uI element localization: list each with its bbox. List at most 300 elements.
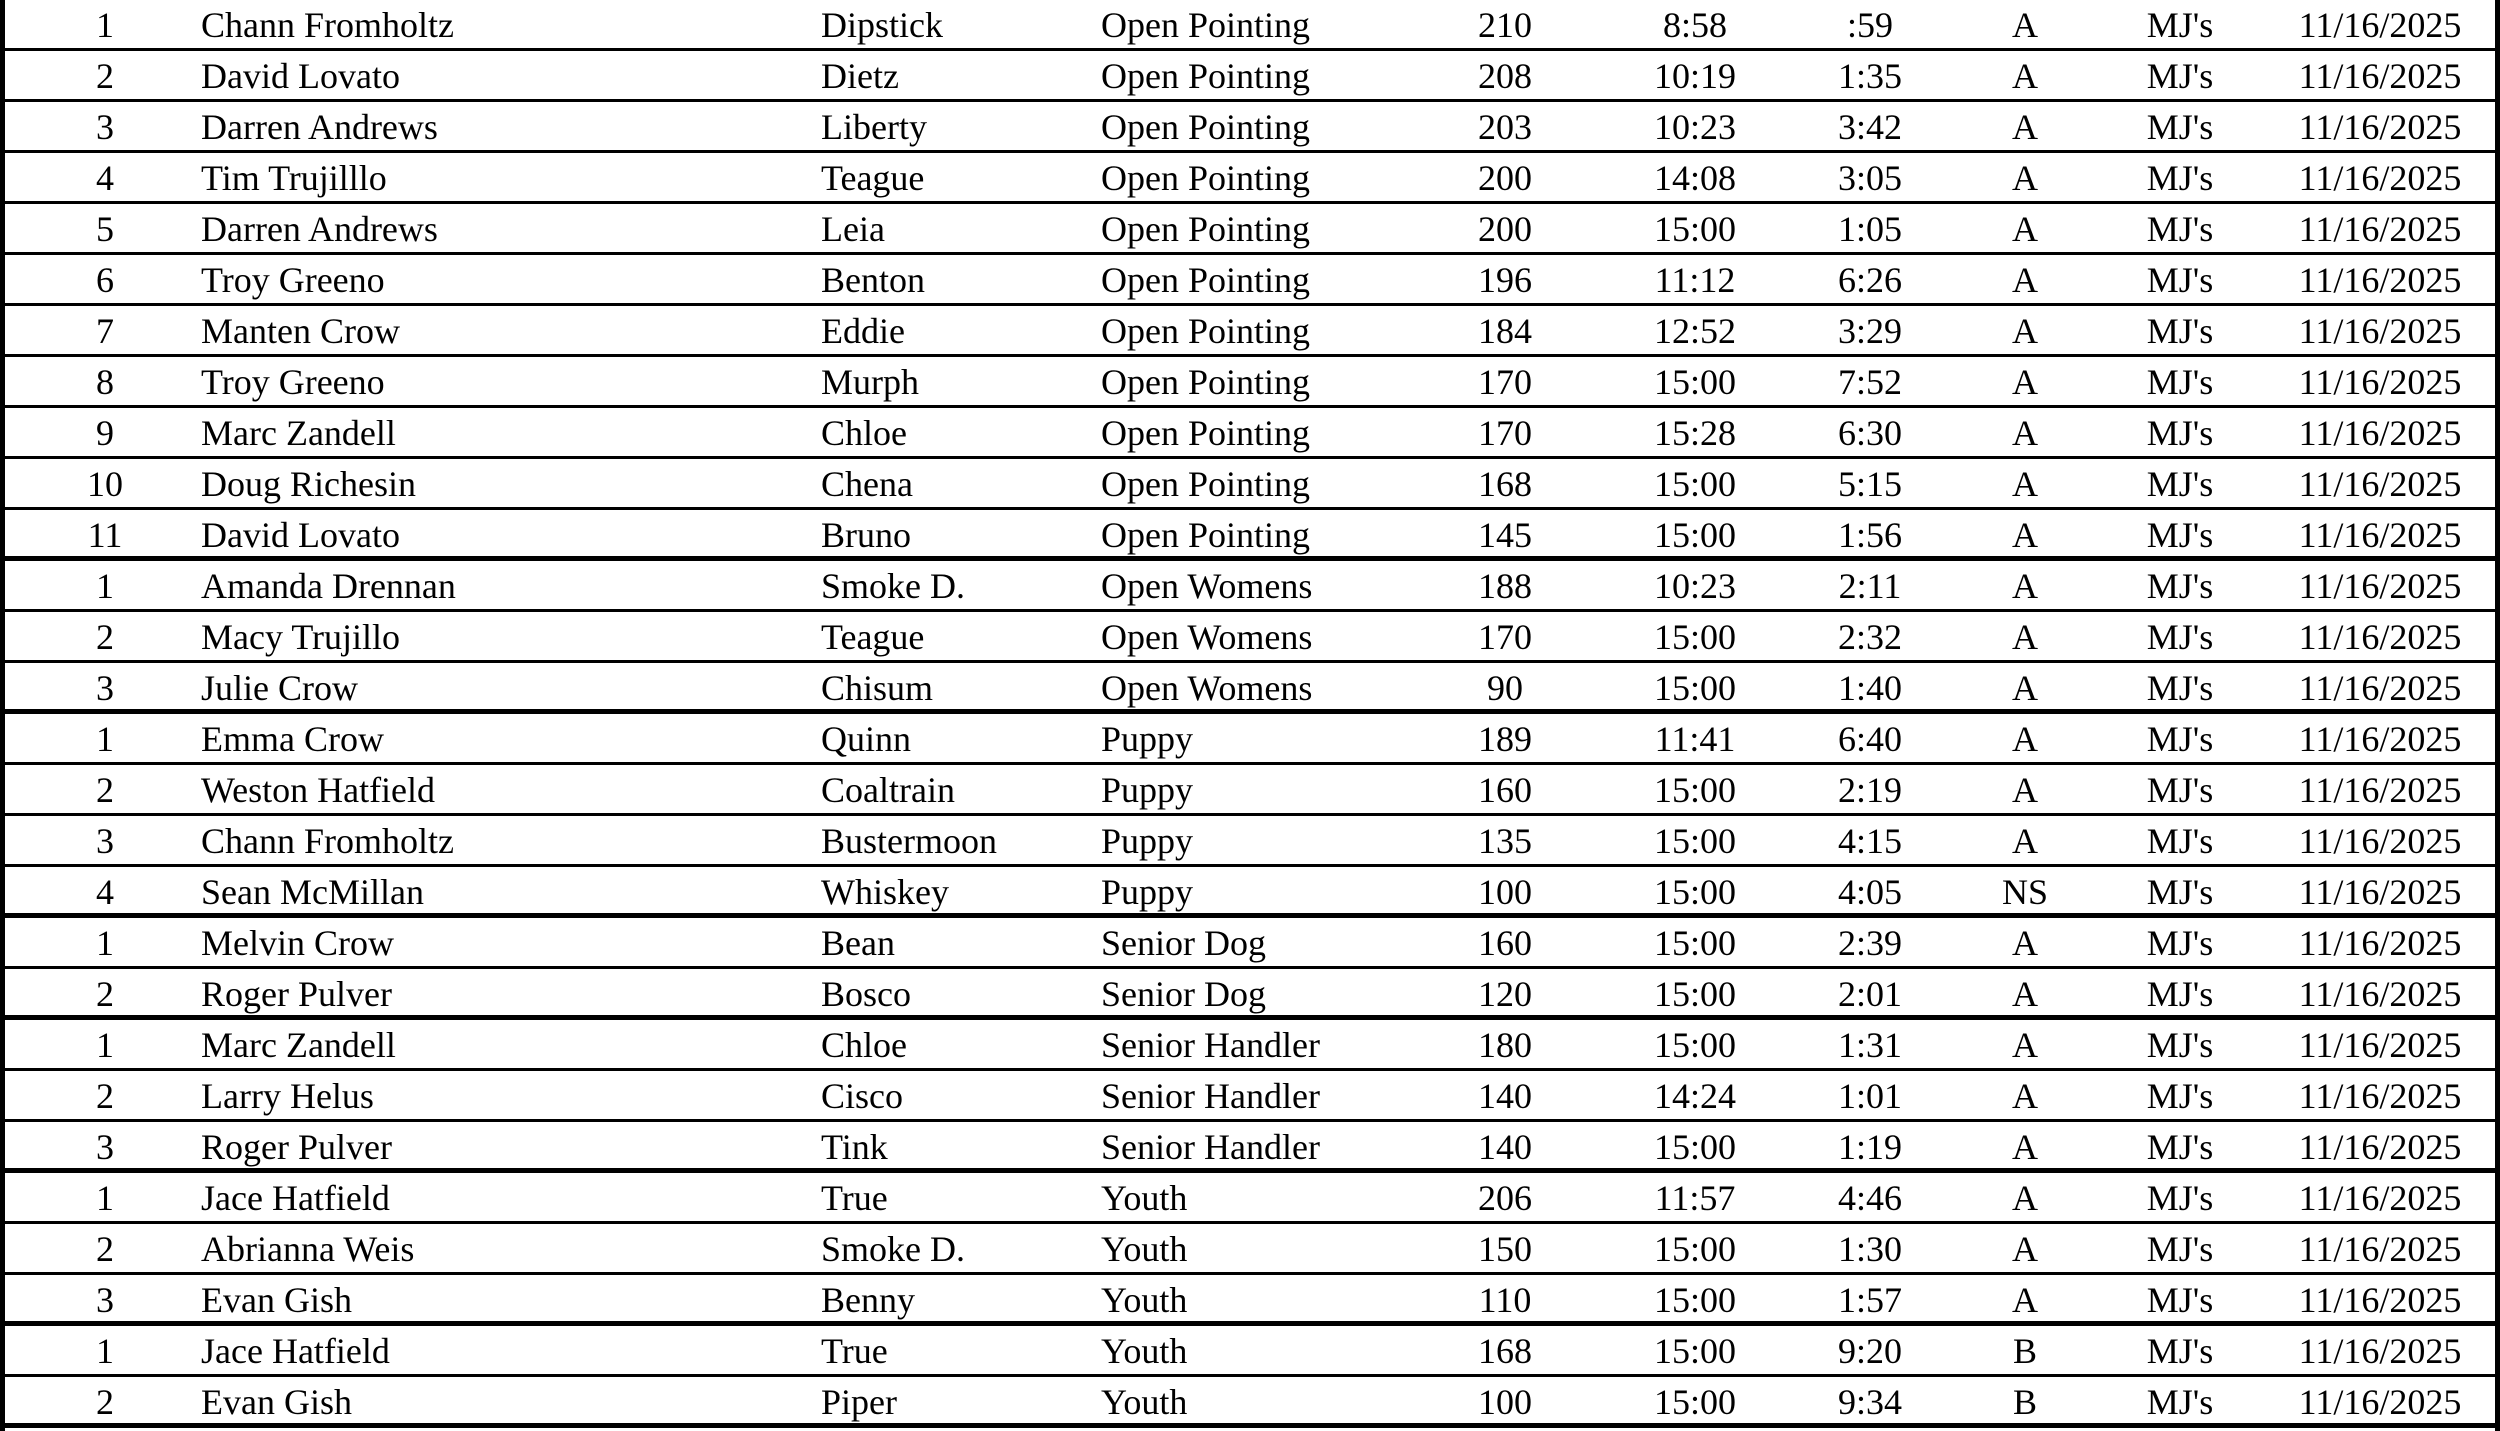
division-cell: A xyxy=(2012,56,2038,96)
table-row xyxy=(5,255,2495,306)
date-cell: 11/16/2025 xyxy=(2298,566,2462,606)
time-cell: 15:00 xyxy=(1653,1382,1736,1422)
score-cell: 145 xyxy=(1478,515,1532,555)
table-row xyxy=(5,1173,2495,1224)
venue-cell: MJ's xyxy=(2146,1229,2214,1269)
table-row xyxy=(5,1122,2495,1173)
time-cell: 15:00 xyxy=(1653,1280,1736,1320)
date-cell: 11/16/2025 xyxy=(2298,5,2462,45)
time-cell: 15:00 xyxy=(1653,464,1736,504)
time-cell: 15:00 xyxy=(1653,821,1736,861)
time-cell: 15:00 xyxy=(1653,872,1736,912)
handler-name-cell: Emma Crow xyxy=(201,719,384,759)
dog-name-cell: Smoke D. xyxy=(821,1229,965,1269)
dog-name-cell: True xyxy=(821,1178,888,1218)
venue-cell: MJ's xyxy=(2146,821,2214,861)
time-cell: 15:00 xyxy=(1653,770,1736,810)
score-cell: 168 xyxy=(1478,464,1532,504)
time-cell: 15:00 xyxy=(1653,1229,1736,1269)
table-row xyxy=(5,1020,2495,1071)
place-cell: 3 xyxy=(96,821,114,861)
place-cell: 1 xyxy=(96,719,114,759)
class-cell: Open Pointing xyxy=(1101,158,1311,198)
time-cell: 11:57 xyxy=(1654,1178,1736,1218)
split-time-cell: 1:56 xyxy=(1837,515,1902,555)
table-row xyxy=(5,357,2495,408)
date-cell: 11/16/2025 xyxy=(2298,1229,2462,1269)
score-cell: 203 xyxy=(1478,107,1532,147)
date-cell: 11/16/2025 xyxy=(2298,1331,2462,1371)
class-cell: Open Pointing xyxy=(1101,464,1311,504)
handler-name-cell: Sean McMillan xyxy=(201,872,424,912)
table-row xyxy=(5,663,2495,714)
dog-name-cell: Chena xyxy=(821,464,913,504)
score-cell: 120 xyxy=(1478,974,1532,1014)
division-cell: A xyxy=(2012,668,2038,708)
dog-name-cell: Cisco xyxy=(821,1076,904,1116)
division-cell: A xyxy=(2012,923,2038,963)
venue-cell: MJ's xyxy=(2146,311,2214,351)
handler-name-cell: Weston Hatfield xyxy=(201,770,436,810)
dog-name-cell: Coaltrain xyxy=(821,770,955,810)
handler-name-cell: Roger Pulver xyxy=(201,1127,392,1167)
division-cell: A xyxy=(2012,107,2038,147)
table-row xyxy=(5,816,2495,867)
division-cell: A xyxy=(2012,1025,2038,1065)
table-row xyxy=(5,153,2495,204)
dog-name-cell: Liberty xyxy=(821,107,927,147)
class-cell: Youth xyxy=(1101,1331,1188,1371)
place-cell: 2 xyxy=(96,617,114,657)
division-cell: NS xyxy=(2001,872,2049,912)
place-cell: 1 xyxy=(96,923,114,963)
table-row xyxy=(5,459,2495,510)
split-time-cell: :59 xyxy=(1846,5,1893,45)
score-cell: 140 xyxy=(1478,1076,1532,1116)
score-cell: 180 xyxy=(1478,1025,1532,1065)
division-cell: A xyxy=(2012,311,2038,351)
score-cell: 189 xyxy=(1478,719,1532,759)
dog-name-cell: Tink xyxy=(821,1127,888,1167)
venue-cell: MJ's xyxy=(2146,617,2214,657)
place-cell: 2 xyxy=(96,56,114,96)
score-cell: 188 xyxy=(1478,566,1532,606)
table-row xyxy=(5,918,2495,969)
place-cell: 3 xyxy=(96,1280,114,1320)
venue-cell: MJ's xyxy=(2146,1331,2214,1371)
score-cell: 110 xyxy=(1478,1280,1532,1320)
split-time-cell: 5:15 xyxy=(1837,464,1902,504)
time-cell: 15:28 xyxy=(1653,413,1736,453)
score-cell: 160 xyxy=(1478,923,1532,963)
place-cell: 2 xyxy=(96,1382,114,1422)
class-cell: Open Pointing xyxy=(1101,107,1311,147)
class-cell: Open Pointing xyxy=(1101,311,1311,351)
division-cell: A xyxy=(2012,1076,2038,1116)
score-cell: 90 xyxy=(1487,668,1523,708)
dog-name-cell: Leia xyxy=(821,209,885,249)
score-cell: 200 xyxy=(1478,158,1532,198)
place-cell: 1 xyxy=(96,5,114,45)
table-row xyxy=(5,1275,2495,1326)
class-cell: Open Pointing xyxy=(1101,515,1311,555)
time-cell: 15:00 xyxy=(1653,1127,1736,1167)
date-cell: 11/16/2025 xyxy=(2298,107,2462,147)
handler-name-cell: Roger Pulver xyxy=(201,974,392,1014)
place-cell: 1 xyxy=(96,1331,114,1371)
place-cell: 2 xyxy=(96,770,114,810)
score-cell: 170 xyxy=(1478,362,1532,402)
score-cell: 208 xyxy=(1478,56,1532,96)
place-cell: 1 xyxy=(96,1178,114,1218)
score-cell: 150 xyxy=(1478,1229,1532,1269)
time-cell: 15:00 xyxy=(1653,515,1736,555)
date-cell: 11/16/2025 xyxy=(2298,1025,2462,1065)
venue-cell: MJ's xyxy=(2146,464,2214,504)
place-cell: 10 xyxy=(87,464,123,504)
division-cell: A xyxy=(2012,770,2038,810)
table-row xyxy=(5,612,2495,663)
handler-name-cell: Evan Gish xyxy=(201,1382,352,1422)
dog-name-cell: Smoke D. xyxy=(821,566,965,606)
dog-name-cell: Benton xyxy=(821,260,925,300)
class-cell: Youth xyxy=(1101,1229,1188,1269)
split-time-cell: 2:32 xyxy=(1837,617,1902,657)
venue-cell: MJ's xyxy=(2146,413,2214,453)
split-time-cell: 1:57 xyxy=(1837,1280,1902,1320)
time-cell: 15:00 xyxy=(1653,362,1736,402)
dog-name-cell: Bean xyxy=(821,923,895,963)
venue-cell: MJ's xyxy=(2146,566,2214,606)
handler-name-cell: Jace Hatfield xyxy=(201,1178,390,1218)
handler-name-cell: Doug Richesin xyxy=(201,464,416,504)
handler-name-cell: David Lovato xyxy=(201,56,400,96)
class-cell: Youth xyxy=(1101,1280,1188,1320)
class-cell: Open Pointing xyxy=(1101,5,1311,45)
division-cell: A xyxy=(2012,1280,2038,1320)
table-row xyxy=(5,0,2495,51)
date-cell: 11/16/2025 xyxy=(2298,515,2462,555)
venue-cell: MJ's xyxy=(2146,923,2214,963)
table-row xyxy=(5,1224,2495,1275)
score-cell: 168 xyxy=(1478,1331,1532,1371)
time-cell: 15:00 xyxy=(1653,668,1736,708)
table-row xyxy=(5,408,2495,459)
score-cell: 210 xyxy=(1478,5,1532,45)
dog-name-cell: Teague xyxy=(821,158,925,198)
class-cell: Senior Handler xyxy=(1101,1076,1320,1116)
handler-name-cell: David Lovato xyxy=(201,515,400,555)
venue-cell: MJ's xyxy=(2146,668,2214,708)
time-cell: 15:00 xyxy=(1653,974,1736,1014)
class-cell: Puppy xyxy=(1101,770,1194,810)
place-cell: 11 xyxy=(87,515,123,555)
score-cell: 184 xyxy=(1478,311,1532,351)
division-cell: A xyxy=(2012,209,2038,249)
group-divider xyxy=(5,1423,2495,1428)
split-time-cell: 6:30 xyxy=(1837,413,1902,453)
table-row xyxy=(5,51,2495,102)
split-time-cell: 1:31 xyxy=(1837,1025,1902,1065)
division-cell: B xyxy=(2012,1382,2037,1422)
handler-name-cell: Larry Helus xyxy=(201,1076,374,1116)
venue-cell: MJ's xyxy=(2146,515,2214,555)
place-cell: 3 xyxy=(96,107,114,147)
dog-name-cell: Chisum xyxy=(821,668,934,708)
division-cell: A xyxy=(2012,260,2038,300)
time-cell: 12:52 xyxy=(1653,311,1736,351)
handler-name-cell: Troy Greeno xyxy=(201,362,385,402)
venue-cell: MJ's xyxy=(2146,158,2214,198)
division-cell: A xyxy=(2012,1127,2038,1167)
table-row xyxy=(5,510,2495,561)
handler-name-cell: Julie Crow xyxy=(201,668,358,708)
split-time-cell: 1:05 xyxy=(1837,209,1902,249)
split-time-cell: 9:34 xyxy=(1837,1382,1902,1422)
place-cell: 4 xyxy=(96,158,114,198)
table-row xyxy=(5,867,2495,918)
dog-name-cell: Dietz xyxy=(821,56,899,96)
date-cell: 11/16/2025 xyxy=(2298,56,2462,96)
table-row xyxy=(5,1377,2495,1428)
place-cell: 7 xyxy=(96,311,114,351)
place-cell: 6 xyxy=(96,260,114,300)
dog-name-cell: Piper xyxy=(821,1382,897,1422)
dog-name-cell: Chloe xyxy=(821,413,907,453)
venue-cell: MJ's xyxy=(2146,872,2214,912)
date-cell: 11/16/2025 xyxy=(2298,821,2462,861)
date-cell: 11/16/2025 xyxy=(2298,1127,2462,1167)
class-cell: Open Pointing xyxy=(1101,260,1311,300)
division-cell: A xyxy=(2012,413,2038,453)
split-time-cell: 1:19 xyxy=(1837,1127,1902,1167)
date-cell: 11/16/2025 xyxy=(2298,158,2462,198)
date-cell: 11/16/2025 xyxy=(2298,1178,2462,1218)
place-cell: 1 xyxy=(96,566,114,606)
time-cell: 11:41 xyxy=(1654,719,1736,759)
split-time-cell: 2:39 xyxy=(1837,923,1902,963)
venue-cell: MJ's xyxy=(2146,5,2214,45)
division-cell: A xyxy=(2012,362,2038,402)
place-cell: 4 xyxy=(96,872,114,912)
class-cell: Open Pointing xyxy=(1101,56,1311,96)
date-cell: 11/16/2025 xyxy=(2298,1382,2462,1422)
dog-name-cell: Whiskey xyxy=(821,872,949,912)
score-cell: 200 xyxy=(1478,209,1532,249)
date-cell: 11/16/2025 xyxy=(2298,617,2462,657)
division-cell: A xyxy=(2012,5,2038,45)
table-row xyxy=(5,969,2495,1020)
date-cell: 11/16/2025 xyxy=(2298,209,2462,249)
date-cell: 11/16/2025 xyxy=(2298,1076,2462,1116)
score-cell: 170 xyxy=(1478,617,1532,657)
table-row xyxy=(5,204,2495,255)
split-time-cell: 6:40 xyxy=(1837,719,1902,759)
handler-name-cell: Marc Zandell xyxy=(201,413,396,453)
venue-cell: MJ's xyxy=(2146,719,2214,759)
date-cell: 11/16/2025 xyxy=(2298,974,2462,1014)
division-cell: A xyxy=(2012,1178,2038,1218)
venue-cell: MJ's xyxy=(2146,1127,2214,1167)
class-cell: Open Pointing xyxy=(1101,209,1311,249)
date-cell: 11/16/2025 xyxy=(2298,719,2462,759)
venue-cell: MJ's xyxy=(2146,260,2214,300)
dog-name-cell: True xyxy=(821,1331,888,1371)
dog-name-cell: Chloe xyxy=(821,1025,907,1065)
class-cell: Open Womens xyxy=(1101,617,1313,657)
table-row xyxy=(5,561,2495,612)
class-cell: Youth xyxy=(1101,1178,1188,1218)
date-cell: 11/16/2025 xyxy=(2298,1280,2462,1320)
dog-name-cell: Bosco xyxy=(821,974,911,1014)
score-cell: 170 xyxy=(1478,413,1532,453)
dog-name-cell: Teague xyxy=(821,617,925,657)
class-cell: Senior Dog xyxy=(1101,923,1266,963)
division-cell: A xyxy=(2012,1229,2038,1269)
class-cell: Puppy xyxy=(1101,719,1194,759)
score-cell: 196 xyxy=(1478,260,1532,300)
score-cell: 206 xyxy=(1478,1178,1532,1218)
division-cell: B xyxy=(2012,1331,2037,1371)
split-time-cell: 3:29 xyxy=(1837,311,1902,351)
place-cell: 5 xyxy=(96,209,114,249)
class-cell: Open Womens xyxy=(1101,668,1313,708)
venue-cell: MJ's xyxy=(2146,974,2214,1014)
handler-name-cell: Chann Fromholtz xyxy=(201,5,454,45)
dog-name-cell: Benny xyxy=(821,1280,915,1320)
score-cell: 100 xyxy=(1478,872,1532,912)
venue-cell: MJ's xyxy=(2146,107,2214,147)
split-time-cell: 2:01 xyxy=(1837,974,1902,1014)
date-cell: 11/16/2025 xyxy=(2298,923,2462,963)
handler-name-cell: Macy Trujillo xyxy=(201,617,401,657)
dog-name-cell: Eddie xyxy=(821,311,905,351)
venue-cell: MJ's xyxy=(2146,1280,2214,1320)
venue-cell: MJ's xyxy=(2146,1076,2214,1116)
dog-name-cell: Bustermoon xyxy=(821,821,997,861)
table-row xyxy=(5,306,2495,357)
venue-cell: MJ's xyxy=(2146,362,2214,402)
division-cell: A xyxy=(2012,566,2038,606)
table-row xyxy=(5,714,2495,765)
class-cell: Puppy xyxy=(1101,872,1194,912)
venue-cell: MJ's xyxy=(2146,1382,2214,1422)
split-time-cell: 4:46 xyxy=(1837,1178,1902,1218)
handler-name-cell: Tim Trujilllo xyxy=(201,158,387,198)
handler-name-cell: Amanda Drennan xyxy=(201,566,456,606)
place-cell: 1 xyxy=(96,1025,114,1065)
split-time-cell: 4:15 xyxy=(1837,821,1902,861)
venue-cell: MJ's xyxy=(2146,56,2214,96)
venue-cell: MJ's xyxy=(2146,209,2214,249)
handler-name-cell: Jace Hatfield xyxy=(201,1331,390,1371)
class-cell: Puppy xyxy=(1101,821,1194,861)
date-cell: 11/16/2025 xyxy=(2298,260,2462,300)
time-cell: 15:00 xyxy=(1653,209,1736,249)
class-cell: Senior Handler xyxy=(1101,1025,1320,1065)
handler-name-cell: Abrianna Weis xyxy=(201,1229,415,1269)
venue-cell: MJ's xyxy=(2146,770,2214,810)
split-time-cell: 2:19 xyxy=(1837,770,1902,810)
split-time-cell: 1:40 xyxy=(1837,668,1902,708)
score-cell: 160 xyxy=(1478,770,1532,810)
division-cell: A xyxy=(2012,617,2038,657)
division-cell: A xyxy=(2012,158,2038,198)
table-row xyxy=(5,765,2495,816)
split-time-cell: 2:11 xyxy=(1838,566,1902,606)
time-cell: 14:08 xyxy=(1653,158,1736,198)
split-time-cell: 3:05 xyxy=(1837,158,1902,198)
date-cell: 11/16/2025 xyxy=(2298,362,2462,402)
split-time-cell: 4:05 xyxy=(1837,872,1902,912)
dog-name-cell: Quinn xyxy=(821,719,911,759)
division-cell: A xyxy=(2012,719,2038,759)
time-cell: 10:23 xyxy=(1653,566,1736,606)
time-cell: 15:00 xyxy=(1653,923,1736,963)
split-time-cell: 3:42 xyxy=(1837,107,1902,147)
score-cell: 100 xyxy=(1478,1382,1532,1422)
place-cell: 2 xyxy=(96,1076,114,1116)
split-time-cell: 1:01 xyxy=(1837,1076,1902,1116)
place-cell: 3 xyxy=(96,1127,114,1167)
date-cell: 11/16/2025 xyxy=(2298,770,2462,810)
time-cell: 8:58 xyxy=(1662,5,1727,45)
handler-name-cell: Manten Crow xyxy=(201,311,400,351)
time-cell: 15:00 xyxy=(1653,1025,1736,1065)
venue-cell: MJ's xyxy=(2146,1178,2214,1218)
dog-name-cell: Murph xyxy=(821,362,919,402)
score-cell: 135 xyxy=(1478,821,1532,861)
date-cell: 11/16/2025 xyxy=(2298,872,2462,912)
split-time-cell: 6:26 xyxy=(1837,260,1902,300)
time-cell: 11:12 xyxy=(1654,260,1736,300)
date-cell: 11/16/2025 xyxy=(2298,413,2462,453)
division-cell: A xyxy=(2012,515,2038,555)
table-row xyxy=(5,102,2495,153)
handler-name-cell: Darren Andrews xyxy=(201,209,438,249)
class-cell: Open Womens xyxy=(1101,566,1313,606)
handler-name-cell: Darren Andrews xyxy=(201,107,438,147)
handler-name-cell: Evan Gish xyxy=(201,1280,352,1320)
time-cell: 15:00 xyxy=(1653,1331,1736,1371)
handler-name-cell: Troy Greeno xyxy=(201,260,385,300)
handler-name-cell: Marc Zandell xyxy=(201,1025,396,1065)
score-cell: 140 xyxy=(1478,1127,1532,1167)
handler-name-cell: Melvin Crow xyxy=(201,923,394,963)
table-row xyxy=(5,1326,2495,1377)
dog-name-cell: Dipstick xyxy=(821,5,943,45)
dog-name-cell: Bruno xyxy=(821,515,911,555)
time-cell: 15:00 xyxy=(1653,617,1736,657)
table-row xyxy=(5,1071,2495,1122)
time-cell: 10:23 xyxy=(1653,107,1736,147)
division-cell: A xyxy=(2012,464,2038,504)
venue-cell: MJ's xyxy=(2146,1025,2214,1065)
class-cell: Senior Handler xyxy=(1101,1127,1320,1167)
date-cell: 11/16/2025 xyxy=(2298,311,2462,351)
place-cell: 2 xyxy=(96,974,114,1014)
split-time-cell: 1:30 xyxy=(1837,1229,1902,1269)
place-cell: 2 xyxy=(96,1229,114,1269)
place-cell: 9 xyxy=(96,413,114,453)
split-time-cell: 9:20 xyxy=(1837,1331,1902,1371)
date-cell: 11/16/2025 xyxy=(2298,668,2462,708)
place-cell: 3 xyxy=(96,668,114,708)
time-cell: 10:19 xyxy=(1653,56,1736,96)
division-cell: A xyxy=(2012,974,2038,1014)
split-time-cell: 1:35 xyxy=(1837,56,1902,96)
class-cell: Open Pointing xyxy=(1101,413,1311,453)
